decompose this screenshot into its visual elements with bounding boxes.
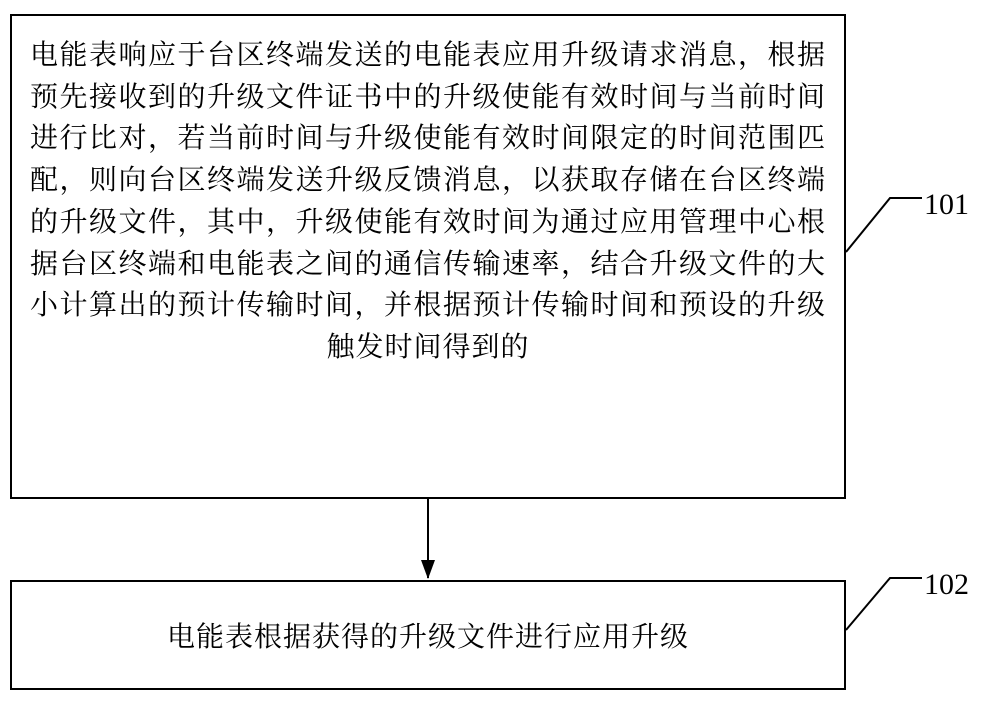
leader-line-101 (846, 198, 922, 252)
ref-label-102: 102 (924, 568, 969, 601)
leader-line-102 (846, 578, 922, 630)
ref-label-101: 101 (924, 188, 969, 221)
arrowhead-101-to-102 (421, 560, 435, 579)
step-102-text: 电能表根据获得的升级文件进行应用升级 (166, 620, 689, 653)
step-101-text: 电能表响应于台区终端发送的电能表应用升级请求消息，根据预先接收到的升级文件证书中的升级使能有效时间与当前时间进行比对，若当前时间与升级使能有效时间限定的时间范围匹配，则向台区终端发送升级反馈消息，以获取存储在台区终端的升级文件，其中，升级使能有效时间为通过应用管理中心根据台区终端和电能表之间的通信传输速率，结合升级文件的大小计算出的预计传输时间，并根据预计传输时间和预设的升级触发时间得到的 (30, 38, 826, 363)
